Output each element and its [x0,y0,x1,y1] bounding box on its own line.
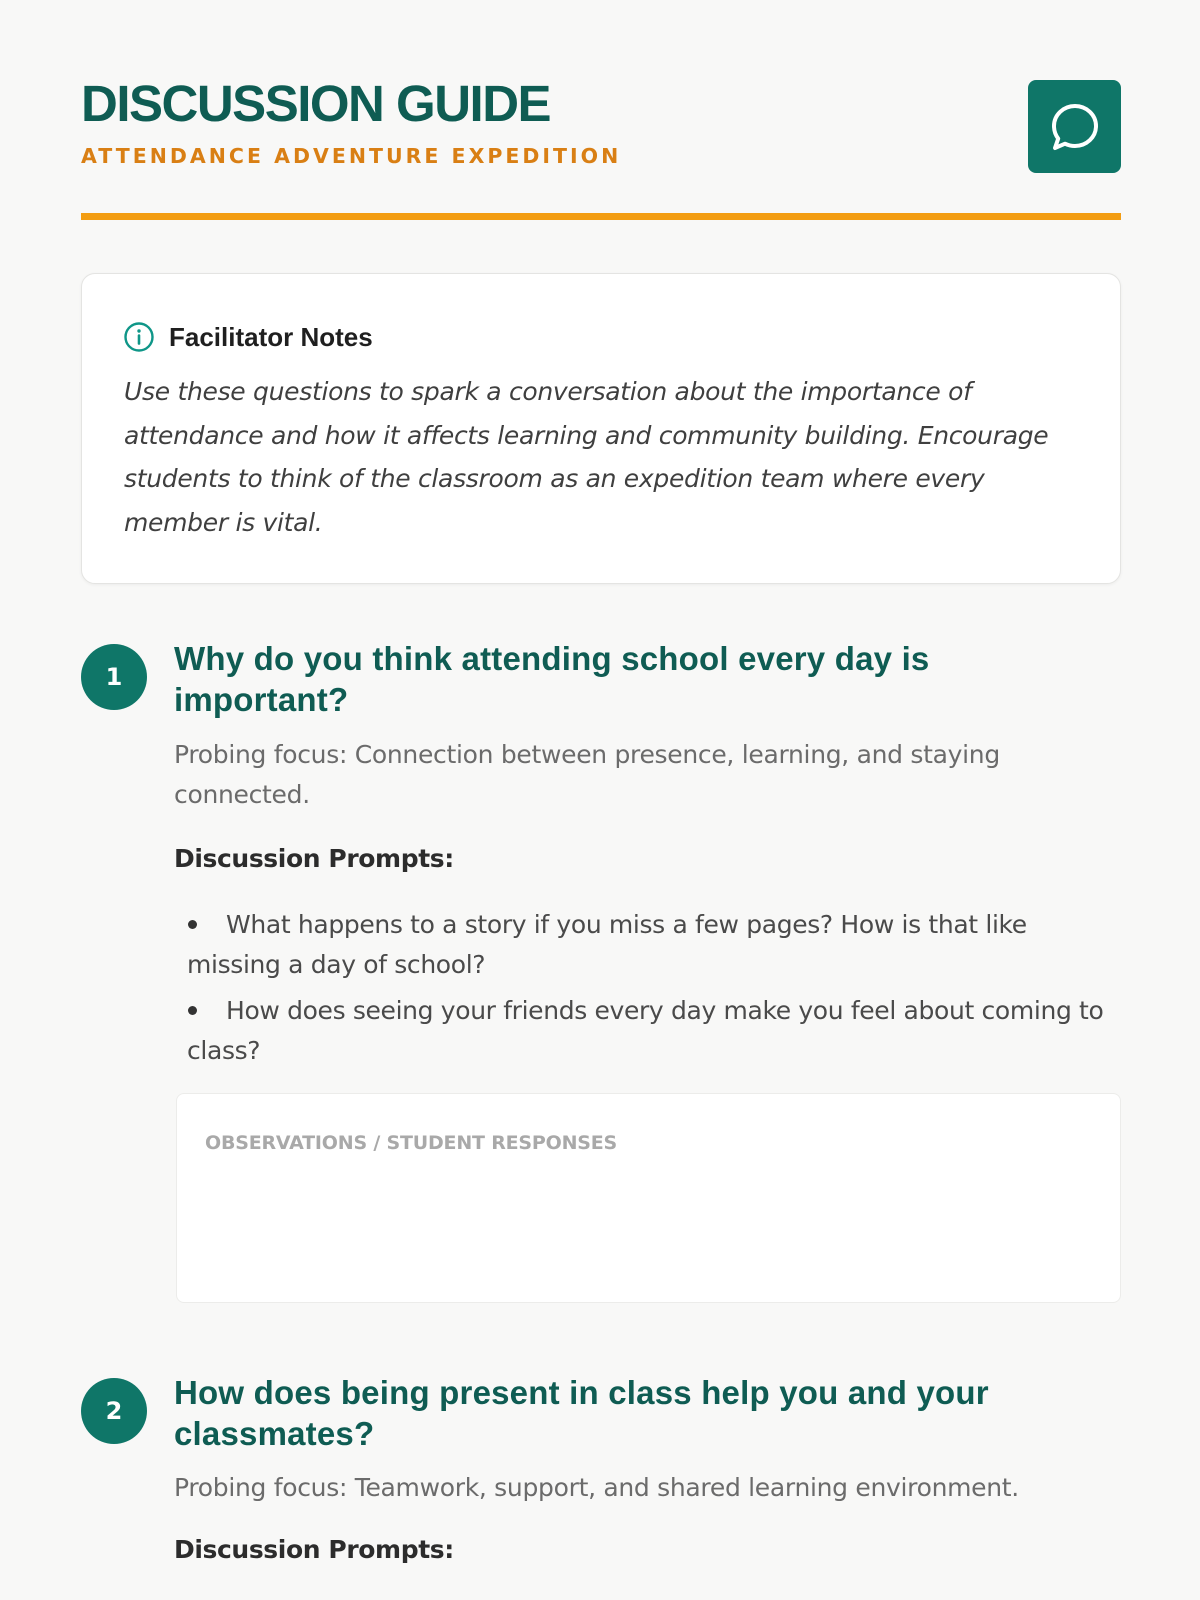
info-icon [123,321,155,353]
prompt-text: How does seeing your friends every day make you feel about coming to class? [187,996,1104,1065]
probing-focus: Probing focus: Connection between presence, learning, and staying connected. [174,740,1000,809]
question-text: Why do you think attending school every day is important? [174,640,930,718]
facilitator-notes-body: Use these questions to spark a conversation about the importance of attendance and how it affects learning and community building. Encourage students to think of the classroom as an expedition team where every member is vital. [124,377,1049,537]
chat-button[interactable] [1028,80,1121,173]
discussion-prompts-list [187,905,1127,1077]
question-text: How does being present in class help you and your classmates? [174,1374,989,1452]
observations-label: OBSERVATIONS / STUDENT RESPONSES [205,1132,618,1154]
list-item [187,991,1127,1071]
header [81,0,1121,220]
facilitator-notes-card [81,273,1121,584]
prompt-text: What happens to a story if you miss a few pages? How is that like missing a day of school? [187,910,1027,979]
list-item [187,905,1127,985]
discussion-guide-page [81,0,1121,1564]
discussion-prompts-label: Discussion Prompts: [174,1535,454,1564]
page-subtitle: ATTENDANCE ADVENTURE EXPEDITION [81,144,622,168]
question-number-badge: 1 [81,644,147,710]
header-divider [81,213,1121,220]
observations-field[interactable] [176,1093,1121,1303]
bullet-icon [187,991,226,1031]
chat-bubble-icon [1046,98,1104,156]
bullet-icon [187,905,226,945]
discussion-prompts-label: Discussion Prompts: [174,844,454,873]
facilitator-notes-title: Facilitator Notes [169,321,373,352]
page-title: DISCUSSION GUIDE [81,75,551,132]
question-number-badge: 2 [81,1378,147,1444]
facilitator-notes-header [123,321,373,353]
probing-focus: Probing focus: Teamwork, support, and shared learning environment. [174,1473,1019,1502]
